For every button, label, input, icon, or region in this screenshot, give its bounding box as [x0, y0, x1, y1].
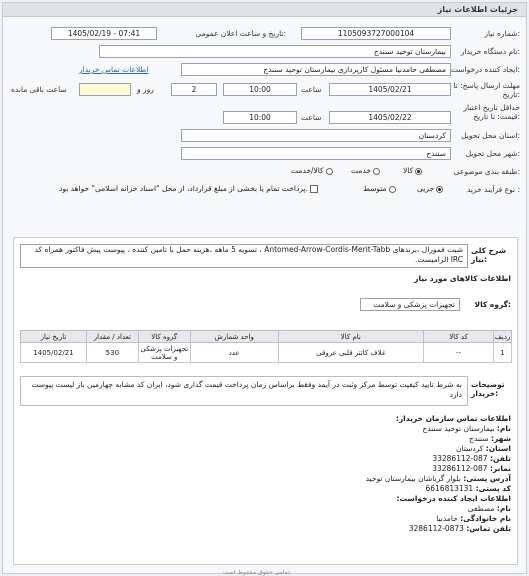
- contact-line: نام خانوادگی: حامدنیا: [436, 514, 511, 523]
- cell-qty: 530: [86, 343, 138, 363]
- summary-field[interactable]: شیت فمورال ،برندهای Antomed-Arrow-Cordis-Merit-Tabb ، تسویه 5 ماهه ،هزینه حمل با تامین کننده ، پیوست پیش فاکتور همراه کد IRC الزامیست.: [20, 244, 468, 268]
- buyer-contact-title: اطلاعات تماس سازمان خریدار:: [395, 414, 511, 423]
- city-label: شهر محل تحویل:: [465, 149, 520, 158]
- contact-line: نام: مصطفی: [467, 504, 511, 513]
- buyer-org-label: نام دستگاه خریدار:: [460, 47, 520, 56]
- window-title: جزئیات اطلاعات نیاز: [437, 5, 518, 14]
- footer-text: تمامی حقوق محفوظ است.: [223, 569, 292, 576]
- buyer-notes-label: توضیحات خریدار:: [471, 380, 505, 398]
- contact-line: تلفن: 087-33286112: [432, 454, 511, 463]
- contact-line: شهر: سنندج: [469, 434, 511, 443]
- window-header: [3, 3, 526, 17]
- cell-row: 1: [493, 343, 511, 363]
- goods-section-title: اطلاعات کالاهای مورد نیاز: [414, 274, 511, 283]
- buyer-contact-block: [366, 414, 511, 534]
- contact-line: آدرس پستی: بلوار گریاشان بیمارستان توحید: [365, 474, 511, 483]
- deadline-days-label: روز و: [137, 85, 154, 94]
- checkbox-box: [310, 185, 318, 193]
- col-qty: تعداد / مقدار: [86, 331, 138, 343]
- contact-line: نام: بیمارستان توحید سنندج: [422, 424, 511, 433]
- radio-dot: [436, 186, 443, 193]
- remaining-hours-label: ساعت باقی مانده: [11, 85, 67, 94]
- remaining-hours-field: [79, 83, 131, 96]
- cell-group: تجهیزات پزشکی و سلامت: [138, 343, 190, 363]
- buyer-org-field[interactable]: بیمارستان توحید سنندج: [99, 45, 451, 58]
- deadline-date-field[interactable]: 1405/02/21: [329, 83, 451, 96]
- group-label: گروه کالا:: [474, 300, 511, 309]
- process-partial-radio[interactable]: جزیی: [417, 184, 443, 193]
- announce-date-field[interactable]: 1405/02/19 - 07:41: [51, 27, 157, 40]
- radio-dot: [415, 168, 422, 175]
- validity-time-field[interactable]: 10:00: [223, 111, 297, 124]
- col-date: تاریخ نیاز: [21, 331, 87, 343]
- summary-label: شرح کلی نیاز:: [471, 246, 507, 264]
- goods-table-header: [21, 331, 512, 343]
- radio-dot: [373, 168, 380, 175]
- need-number-field[interactable]: 1105093727000104: [301, 27, 451, 40]
- contact-line: استان: کردستان: [455, 444, 511, 453]
- col-name: نام کالا: [278, 331, 424, 343]
- radio-dot: [326, 168, 333, 175]
- group-field[interactable]: تجهیزات پزشکی و سلامت: [360, 298, 460, 311]
- creator-contact-title: اطلاعات ایجاد کننده درخواست:: [396, 494, 511, 503]
- cell-code: --: [424, 343, 494, 363]
- validity-time-label: ساعت: [301, 113, 322, 122]
- deadline-label: مهلت ارسال پاسخ: تا تاریخ:: [453, 81, 520, 99]
- classification-goods-service-radio[interactable]: کالا/خدمت: [291, 166, 333, 175]
- creator-label: ایجاد کننده درخواست:: [450, 65, 520, 74]
- deadline-time-field[interactable]: 10:00: [223, 83, 297, 96]
- need-number-label: شماره نیاز:: [484, 29, 520, 38]
- announce-date-label: تاریخ و ساعت اعلان عمومی:: [195, 29, 286, 38]
- deadline-time-label: ساعت: [301, 85, 322, 94]
- process-label: نوع فرآیند خرید :: [466, 185, 520, 194]
- classification-label: طبقه بندی موضوعی:: [453, 167, 520, 176]
- buyer-contact-link[interactable]: اطلاعات تماس خریدار: [79, 65, 149, 74]
- validity-label: حداقل تاریخ اعتبار قیمت: تا تاریخ:: [463, 103, 520, 121]
- city-field[interactable]: سنندج: [181, 147, 451, 160]
- goods-table: [20, 330, 512, 363]
- creator-field[interactable]: مصطفی حامدنیا مسئول کارپردازی بیمارستان توحید سنندج: [181, 63, 451, 76]
- classification-service-radio[interactable]: خدمت: [351, 166, 380, 175]
- contact-line: نمابر: 087-33286112: [432, 464, 511, 473]
- col-group: گروه کالا: [138, 331, 190, 343]
- process-medium-radio[interactable]: متوسط: [363, 184, 396, 193]
- cell-date: 1405/02/21: [21, 343, 87, 363]
- table-row[interactable]: [21, 343, 512, 363]
- contact-line: تلفن تماس: 0873-3286112: [408, 524, 511, 533]
- details-panel: [13, 237, 518, 565]
- deadline-days-field[interactable]: 2: [171, 83, 217, 96]
- classification-goods-radio[interactable]: کالا: [403, 166, 422, 175]
- buyer-notes-field[interactable]: به شرط تایید کیفیت توسط مرکز وثبت در آیمد وفقط براساس زمان پرداخت قیمت گذاری شود، ایران کد مشابه چهارمین باز لیست پیوست دارد: [20, 376, 468, 406]
- treasury-checkbox[interactable]: پرداخت تمام یا بخشی از مبلغ قرارداد، از محل "اسناد خزانه اسلامی" خواهد بود.: [59, 184, 318, 193]
- col-code: کد کالا: [424, 331, 494, 343]
- contact-line: کد پستی: 6616813131: [425, 484, 511, 493]
- col-row: ردیف: [494, 332, 511, 341]
- col-unit: واحد شمارش: [190, 331, 278, 343]
- province-field[interactable]: کردستان: [181, 129, 451, 142]
- cell-name: غلاف کاتتر قلبی عروقی: [278, 343, 424, 363]
- cell-unit: عدد: [190, 343, 278, 363]
- validity-date-field[interactable]: 1405/02/22: [329, 111, 451, 124]
- detail-window: [2, 2, 527, 574]
- province-label: استان محل تحویل:: [461, 131, 520, 140]
- radio-dot: [389, 186, 396, 193]
